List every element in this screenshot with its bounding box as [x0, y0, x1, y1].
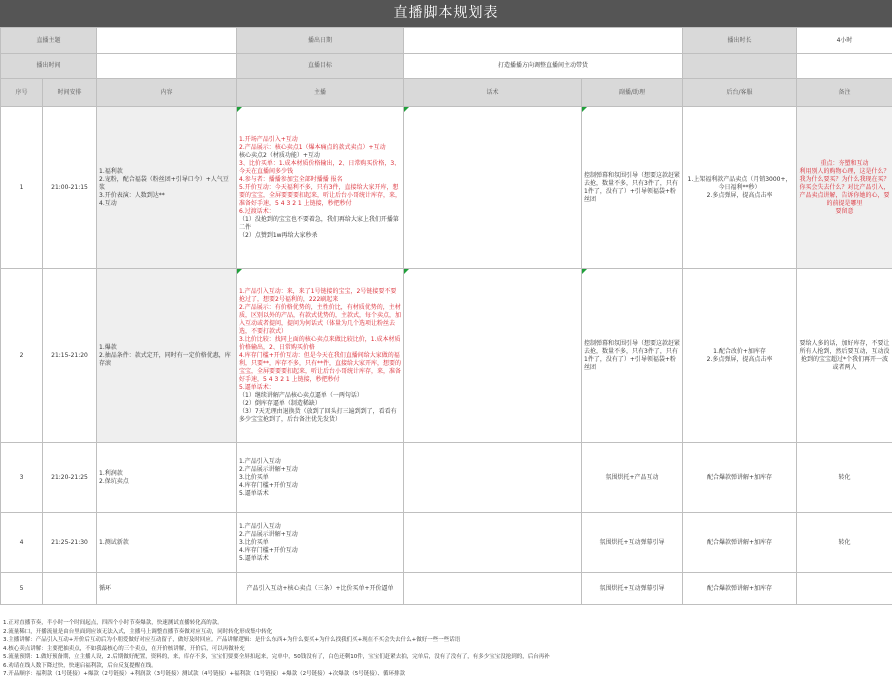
note-line: 7.开品顺序：福利款（1号链接）+爆款（2号链接）+利润款（3号链接）测试款（4号链接）+福利款（1号链接）+爆款（2号链接）+次爆款（5号链接）、循环排款 — [3, 671, 406, 677]
host-script-line: （1）继续讲解产品核心卖点逼单（一两句话） — [239, 391, 363, 399]
row-number: 1 — [1, 107, 43, 269]
row-content[interactable] — [97, 269, 237, 443]
header-time: 时间安排 — [43, 79, 97, 107]
info-row-1 — [1, 28, 892, 54]
column-header-row — [1, 79, 892, 107]
cell-line: 3.开价表演：人数到达** — [99, 191, 165, 199]
row-remark[interactable] — [797, 107, 892, 269]
row-remark[interactable] — [797, 269, 892, 443]
row-time: 21:00-21:15 — [43, 107, 97, 269]
row-number: 2 — [1, 269, 43, 443]
host-script-line: 3.比价买单 — [239, 538, 269, 546]
row-assistant[interactable]: 氛围烘托+产品互动 — [582, 443, 683, 513]
cell-line: 1.福利款 — [99, 167, 123, 175]
duration-value[interactable]: 4小时 — [797, 28, 892, 54]
host-script-line: 5.逼单话术： — [239, 383, 275, 391]
host-script-line: （3）7天无理由退换货（放到了回头打三遍到到了，看看有多少宝宝抢到了，后台备注优先发货） — [239, 407, 397, 423]
host-script-line: 4.库存门槛+开价互动：但是今天在我们直播间给大家做的福利，只要**，库存不多，只有**件，直接给大家开库，想要的宝宝，全屏要要要扣起来，听让后台小哥统计库存，来，准备好手速，5 4 3 2 1 上链接，秒把秒付 — [239, 351, 402, 383]
row-time: 21:25-21:30 — [43, 513, 97, 573]
info-row-2 — [1, 54, 892, 79]
cell-line: 2.保坑卖点 — [99, 477, 129, 485]
cell-line: 1.利润款 — [99, 469, 123, 477]
row-assistant[interactable]: 控制弹幕和氛围引导（想要这款赶紧去抢，数量不多，只有3件了，只有1件了，没有了）+引导领福袋+粉丝团 — [582, 107, 683, 269]
host-script-line: 5.逼单话术 — [239, 554, 269, 562]
cell-line: 转化 — [838, 473, 851, 481]
host-script-line: 2.产品展示讲解+互动 — [239, 530, 298, 538]
host-script-line: 3.比价比较：找同上面的核心卖点来做比较比价，1.成本材质价格输出，2、日常购买价格 — [239, 335, 401, 351]
host-script-line: （2）倒库存逼单（制造稀缺） — [239, 399, 321, 407]
host-script-line: 产品引入互动+核心卖点（三条）+比价买单+开价逼单 — [246, 584, 394, 592]
host-script-line: 4.参与者：播播参加宝全部时播播 报名 — [239, 175, 343, 183]
row-content[interactable] — [97, 443, 237, 513]
host-script-line: （2）点赞到1w再给大家秒杀 — [239, 231, 318, 239]
host-script-line: 1.产品引入互动 — [239, 522, 281, 530]
host-script-line: 2.产品展示：有价格优势的，主性价比，有材质优势的，主材质，区别以外的产品，有款式优势的，主款式，每个卖点，加入互动或者提问，提问为何话式（体量为几个选项让粉丝去选，不要打款式） — [239, 303, 402, 335]
row-content[interactable] — [97, 107, 237, 269]
theme-value[interactable] — [97, 28, 237, 54]
row-time: 21:20-21:25 — [43, 443, 97, 513]
host-script-line: 5.开价互动：今天福利不多，只有3件，直接给大家开库，想要的宝宝，全屏要要要扣起来，听让后台小哥统计库存，来，准备好手速，5 4 3 2 1 上链接，秒把秒付 — [239, 183, 402, 207]
row-script[interactable] — [404, 443, 582, 513]
row-remark[interactable] — [797, 573, 892, 605]
row-number: 4 — [1, 513, 43, 573]
cell-line: 配合爆款弹讲解+加库存 — [707, 473, 773, 481]
row-remark[interactable] — [797, 513, 892, 573]
host-script-line: 4.库存门槛+开价互动 — [239, 546, 298, 554]
row-script[interactable] — [404, 269, 582, 443]
row-backend[interactable] — [683, 107, 797, 269]
host-script-line: （1）没抢到的宝宝也不要着急，我们再给大家上我们开播第二件 — [239, 215, 399, 231]
row-assistant[interactable]: 氛围烘托+互动弹幕引导 — [582, 513, 683, 573]
cell-line: 要给人多的话，加好库存，不要让所有人抢到，然后要互动，互动没抢到的宝宝超过*个我们再开一波或者两人 — [799, 339, 890, 371]
header-backend: 后台/客服 — [683, 79, 797, 107]
cell-line: 利用别人的购物心理，这是什么？ — [799, 167, 890, 175]
cell-line: 我为什么要买？为什么我现在买？你买会失去什么？对比产品引入，产品卖点讲解，告诉你她的心，要的前提是哪里 — [799, 175, 890, 207]
host-script-line: 1.产品引入互动：来，来了1号链接的宝宝，2号链接要不要抢过了，想要2号福利的，222刷起来 — [239, 287, 397, 303]
blank-cell — [683, 54, 797, 79]
note-line: 2.流量稀口，开播流量是由台里面到应该无法入式，主播马上调整直播节奏做对应互动，同时转化形成集中转化 — [3, 628, 273, 635]
cell-line: 配合爆款弹讲解+加库存 — [707, 584, 773, 592]
row-host[interactable] — [237, 573, 404, 605]
row-host[interactable] — [237, 443, 404, 513]
header-host: 主播 — [237, 79, 404, 107]
note-line: 4.核心卖点讲解：主要把抽卖点，不如我最核心的三个卖点，在开价核讲解，开价后，可以再做补充 — [3, 645, 245, 652]
row-backend[interactable] — [683, 513, 797, 573]
header-content: 内容 — [97, 79, 237, 107]
header-assistant: 副播/助理 — [582, 79, 683, 107]
host-script-line: 1.开场产品引入+互动 — [239, 135, 298, 143]
cell-line: 要留意 — [835, 207, 854, 215]
note-line: 6.劝请在线人数下降过快，快速启福利款，后台反复提醒在线。 — [3, 662, 157, 669]
host-script-line: 2.产品展示：核心卖点1（爆本痛点的款式卖点）+互动 — [239, 143, 386, 151]
notes-section — [0, 605, 892, 679]
row-script[interactable] — [404, 107, 582, 269]
note-line: 1.正对直播节奏，半小时一个时间起点，四四个小时节奏爆款，快速测试直播转化高的款。 — [3, 620, 223, 626]
row-number: 5 — [1, 573, 43, 605]
header-script: 话术 — [404, 79, 582, 107]
table-row — [1, 269, 892, 443]
script-table — [0, 27, 892, 605]
cell-line: 1.爆款 — [99, 343, 117, 351]
row-script[interactable] — [404, 573, 582, 605]
sheet-title: 直播脚本规划表 — [0, 0, 892, 27]
cell-line: 1.配合改价+加库存 — [713, 347, 766, 355]
time-value[interactable] — [97, 54, 237, 79]
host-script-line: 3、比价买单：1.成本材质价格输出，2、日常购买价格，3、今天在直播间多少钱 — [239, 159, 401, 175]
row-assistant[interactable]: 控制弹幕和氛围引导（想要这款赶紧去抢，数量不多，只有3件了，只有1件了，没有了）+引导领福袋+粉丝团 — [582, 269, 683, 443]
host-script-line: 6.过渡话术： — [239, 207, 275, 215]
host-script-line: 核心卖点2（材质功能）+互动 — [239, 151, 320, 159]
row-content[interactable] — [97, 513, 237, 573]
date-label: 播出日期 — [237, 28, 404, 54]
row-backend[interactable] — [683, 269, 797, 443]
time-label: 播出时间 — [1, 54, 97, 79]
goal-label: 直播目标 — [237, 54, 404, 79]
table-row — [1, 573, 892, 605]
cell-line: 2.多点弹屏，提高点击率 — [706, 355, 773, 363]
table-row — [1, 443, 892, 513]
cell-line: 1.测试新款 — [99, 538, 129, 546]
host-script-line: 1.产品引入互动 — [239, 457, 281, 465]
cell-line: 2.多点弹屏，提高点击率 — [706, 191, 773, 199]
header-no: 序号 — [1, 79, 43, 107]
goal-value[interactable]: 打造播播方向调整直播间主动带货 — [404, 54, 683, 79]
cell-line: 2.抽品条件：款式定开，同时有一定价格优惠，库存滚 — [99, 351, 231, 367]
cell-line: 循环 — [99, 584, 112, 592]
row-script[interactable] — [404, 513, 582, 573]
blank-cell — [797, 54, 892, 79]
row-time: 21:15-21:20 — [43, 269, 97, 443]
row-backend[interactable] — [683, 573, 797, 605]
host-script-line: 2.产品展示讲解+互动 — [239, 465, 298, 473]
table-row — [1, 107, 892, 269]
note-line: 3.主播讲解：产品引入互动+开价后互动后为小朋爱做好对应互动留子，做好及时回应。产品讲解逻辑：是什么东西+为什么要买+为什么找我们买+现在不买会失去什么+做好一些一些话语 — [3, 637, 461, 643]
theme-label: 直播主题 — [1, 28, 97, 54]
cell-line: 重点：夯塑和互动 — [820, 159, 869, 167]
cell-line: 1.上架福利款产品卖点（月销3000+，今日福利**秒） — [687, 175, 792, 191]
cell-line: 4.互动 — [99, 199, 117, 207]
cell-line: 转化 — [838, 538, 851, 546]
row-remark[interactable] — [797, 443, 892, 513]
duration-label: 播出时长 — [683, 28, 797, 54]
row-assistant[interactable]: 氛围烘托+互动弹幕引导 — [582, 573, 683, 605]
row-time — [43, 573, 97, 605]
cell-line: 配合爆款弹讲解+加库存 — [707, 538, 773, 546]
row-host[interactable] — [237, 513, 404, 573]
row-backend[interactable] — [683, 443, 797, 513]
row-host[interactable] — [237, 269, 404, 443]
note-line: 5.流量预期：1.做好预备期，立主播人设，2.后期做好配置，资料的，来，库存不多，宝宝们要要全屏扣起来，完单中，50钱没有了，白色还剩10件，宝宝们赶紧去拍，完单后，没有了没有了，有多少宝宝没抢到的，后台再补 — [3, 654, 550, 660]
row-host[interactable] — [237, 107, 404, 269]
host-script-line: 4.库存门槛+开价互动 — [239, 481, 298, 489]
row-content[interactable] — [97, 573, 237, 605]
cell-line: 2.宠粉，配合福袋（粉丝团+引导口令）+人气豆浆 — [99, 175, 229, 191]
table-row — [1, 513, 892, 573]
row-number: 3 — [1, 443, 43, 513]
host-script-line: 3.比价买单 — [239, 473, 269, 481]
header-remark: 备注 — [797, 79, 892, 107]
date-value[interactable] — [404, 28, 683, 54]
host-script-line: 5.逼单话术 — [239, 489, 269, 497]
